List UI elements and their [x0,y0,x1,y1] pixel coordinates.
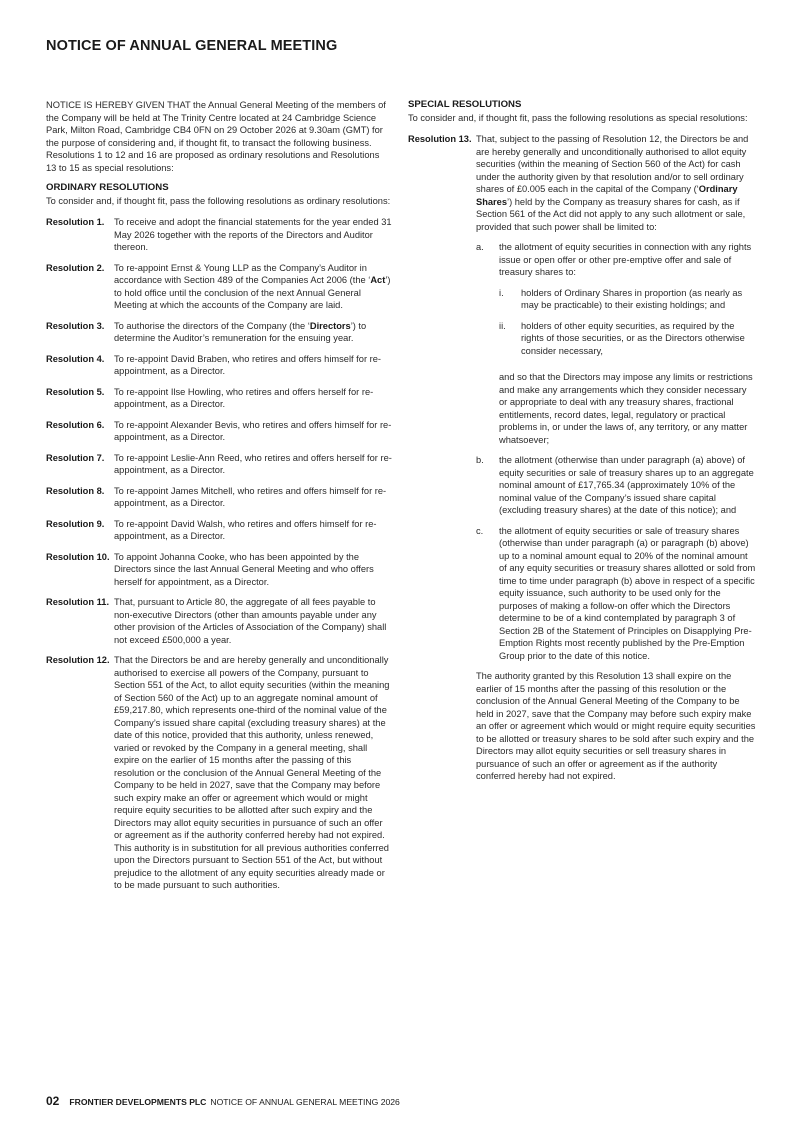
page-footer [46,1094,400,1108]
document-title: NOTICE OF ANNUAL GENERAL MEETING 2026 [210,1097,400,1107]
resolution-label: Resolution 1. [46,217,105,227]
resolution-13 [408,133,757,233]
paragraph-marker: a. [476,242,484,252]
paragraph-c [476,525,757,663]
subparagraph-marker: i. [499,287,504,298]
page-number: 02 [46,1094,60,1108]
resolution-7 [46,452,392,477]
resolution-text: That, pursuant to Article 80, the aggregate of all fees payable to non-executive Directors (other than amounts payable under any other provision of the Articles of Association of the Company) shall not exceed £500,000 a year. [114,597,387,645]
resolution-label: Resolution 11. [46,597,110,607]
resolution-text-part: That, subject to the passing of Resolution 12, the Directors be and are hereby generally and unconditionally authorised to allot equity securities (within the meaning of Section 560 of the Act) for cash under the authority given by that resolution and/or to sell ordinary shares of £0.005 each in the capital of the Company (‘ [476,134,749,194]
resolution-text-part: ’) to determine the Auditor’s remuneration for the ensuing year. [114,320,367,343]
resolution-text-part: To authorise the directors of the Company (the ‘ [114,320,310,331]
paragraph-text: the allotment (otherwise than under paragraph (a) above) of equity securities or sale of treasury shares up to an aggregate nominal amount of £17,765.34 (approximately 10% of the nominal value of the Company’s issued share capital (excluding treasury shares) at the date of this notice); and [499,455,754,515]
resolution-text: To re-appoint David Braben, who retires and offers himself for re-appointment, as a Director. [114,353,381,376]
special-resolutions-intro: To consider and, if thought fit, pass the following resolutions as special resolutions: [408,112,748,123]
resolution-6 [46,419,392,444]
resolution-label: Resolution 9. [46,518,105,529]
resolution-13-paragraphs [476,241,757,783]
resolution-label: Resolution 5. [46,386,105,397]
resolution-text: To appoint Johanna Cooke, who has been appointed by the Directors since the last Annual General Meeting and who offers herself for appointment, as a Director. [114,551,374,587]
left-column [46,99,392,900]
resolution-text [476,133,757,233]
notice-intro: NOTICE IS HEREBY GIVEN THAT the Annual General Meeting of the members of the Company will be held at The Trinity Centre located at 24 Cambridge Science Park, Milton Road, Cambridge CB4 0FN on 29 October 2026 at 9.30am (GMT) for the purpose of considering and, if thought fit, to transact the following business. Resolutions 1 to 12 and 16 are proposed as ordinary resolutions and Resolutions 13 to 15 as special resolutions: [46,100,386,173]
resolution-text-part: ’) to hold office until the conclusion of the next Annual General Meeting at which the accounts of the Company are laid. [114,275,391,310]
paragraph-text: the allotment of equity securities or sale of treasury shares (otherwise than under paragraph (a) or paragraph (b) above) up to a nominal amount equal to 20% of the nominal amount of any equity securities or treasury shares allotted or sold from time to time under paragraph (b) above in respect of a specific equity issuance, such authority to be used only for the purposes of making a follow-on offer which the Directors determine to be of a kind contemplated by paragraph 3 of Section 2B of the Statement of Principles on Disapplying Pre-Emption Rights most recently published by the Pre-Emption Group prior to the date of this notice. [499,525,756,661]
resolution-text: To re-appoint David Walsh, who retires and offers himself for re-appointment, as a Director. [114,518,377,541]
paragraph-marker: b. [476,455,484,465]
resolution-text: To re-appoint Alexander Bevis, who retires and offers himself for re-appointment, as a Director. [114,419,392,442]
resolution-text: To re-appoint Leslie-Ann Reed, who retires and offers herself for re-appointment, as a Director. [114,452,392,475]
paragraph-b [476,454,757,517]
resolution-11 [46,596,392,646]
resolution-text-part: ’) held by the Company as treasury shares for cash, as if Section 561 of the Act did not apply to any such allotment or sale, provided that such power shall be limited to: [476,196,746,232]
special-resolutions-heading: SPECIAL RESOLUTIONS [408,99,522,110]
ordinary-resolutions-heading: ORDINARY RESOLUTIONS [46,182,169,193]
resolution-2 [46,262,392,312]
ordinary-resolutions-intro: To consider and, if thought fit, pass the following resolutions as ordinary resolutions: [46,195,391,206]
subparagraph-ii [499,320,757,358]
resolution-text [114,320,392,345]
resolution-label: Resolution 6. [46,419,105,430]
resolution-text: To re-appoint James Mitchell, who retires and offers himself for re-appointment, as a Director. [114,485,387,508]
resolution-text: To re-appoint Ilse Howling, who retires and offers herself for re-appointment, as a Director. [114,386,374,409]
subparagraph-i [499,287,757,312]
resolution-12 [46,654,392,892]
subparagraph-text: holders of Ordinary Shares in proportion (as nearly as may be practicable) to their existing holdings; and [521,287,743,310]
resolution-8 [46,485,392,510]
resolution-text: That the Directors be and are hereby generally and unconditionally authorised to exercise all powers of the Company, pursuant to Section 551 of the Act, to allot equity securities (within the meaning of Section 560 of the Act) up to an aggregate nominal amount of £59,217.80, which represents one-third of the nominal value of the Company’s issued share capital (excluding treasury shares) at the date of this notice, provided that this authority, unless renewed, varied or revoked by the Company in a general meeting, shall expire on the earlier of 15 months after the passing of this resolution or the conclusion of the Annual General Meeting of the Company to be held in 2027, save that the Company may before such expiry make an offer or agreement which would or might require equity securities to be allotted after such expiry and the Directors may allot equity securities in pursuance of such an offer or agreement as if the authority conferred hereby had not expired. This authority is in substitution for all previous authorities conferred upon the Directors pursuant to Section 551 of the Act, but without prejudice to the allotment of any equity securities already made or to be made pursuant to such authorities. [114,655,390,890]
resolution-label: Resolution 10. [46,551,110,562]
resolution-5 [46,386,392,411]
resolution-label: Resolution 3. [46,320,105,331]
defined-term: Directors [309,320,351,331]
subparagraph-text: holders of other equity securities, as required by the rights of those securities, or as the Directors otherwise consider necessary, [521,320,745,356]
paragraph-body [499,241,757,363]
resolution-label: Resolution 12. [46,655,110,665]
paragraph-marker: c. [476,525,484,536]
resolution-label: Resolution 7. [46,452,105,463]
defined-term: Act [370,275,386,285]
resolution-9 [46,518,392,543]
subparagraph-marker: ii. [499,320,506,331]
resolution-1 [46,216,392,254]
resolution-3 [46,320,392,345]
resolution-text [114,262,392,312]
resolution-text-part: To re-appoint Ernst & Young LLP as the Company’s Auditor in accordance with Section 489 of the Companies Act 2006 (the ‘ [114,262,371,285]
resolution-4 [46,353,392,378]
paragraph-a [476,241,757,363]
resolution-label: Resolution 8. [46,485,105,496]
resolution-label: Resolution 13. [408,134,472,144]
resolution-text: To receive and adopt the financial statements for the year ended 31 May 2026 together with the reports of the Directors and Auditor thereon. [114,217,392,252]
defined-term: Ordinary Shares [476,184,738,207]
company-name: FRONTIER DEVELOPMENTS PLC [69,1097,207,1107]
resolution-label: Resolution 4. [46,353,105,364]
page-title: NOTICE OF ANNUAL GENERAL MEETING [46,38,338,54]
resolution-13-expiry: The authority granted by this Resolution 13 shall expire on the earlier of 15 months after the passing of this resolution or the conclusion of the Annual General Meeting of the Company to be held in 2027, save that the Company may before such expiry make an offer or agreement which would or might require equity securities to be allotted or treasury shares to be sold after such expiry and the Directors may allot equity securities or sell treasury shares in pursuance of such an offer or agreement as if the authority conferred hereby had not expired. [476,671,756,781]
paragraph-a-continuation: and so that the Directors may impose any limits or restrictions and make any arrangements which they consider necessary or appropriate to deal with any treasury shares, fractional entitlements, record dates, legal, regulatory or practical problems in, or under the laws of, any territory, or any matter whatsoever; [499,372,753,445]
resolution-10 [46,551,392,589]
paragraph-text: the allotment of equity securities in connection with any rights issue or open offer or other pre-emptive offer and sale of treasury shares to: [499,242,752,277]
right-column [408,99,757,783]
resolution-label: Resolution 2. [46,262,105,273]
